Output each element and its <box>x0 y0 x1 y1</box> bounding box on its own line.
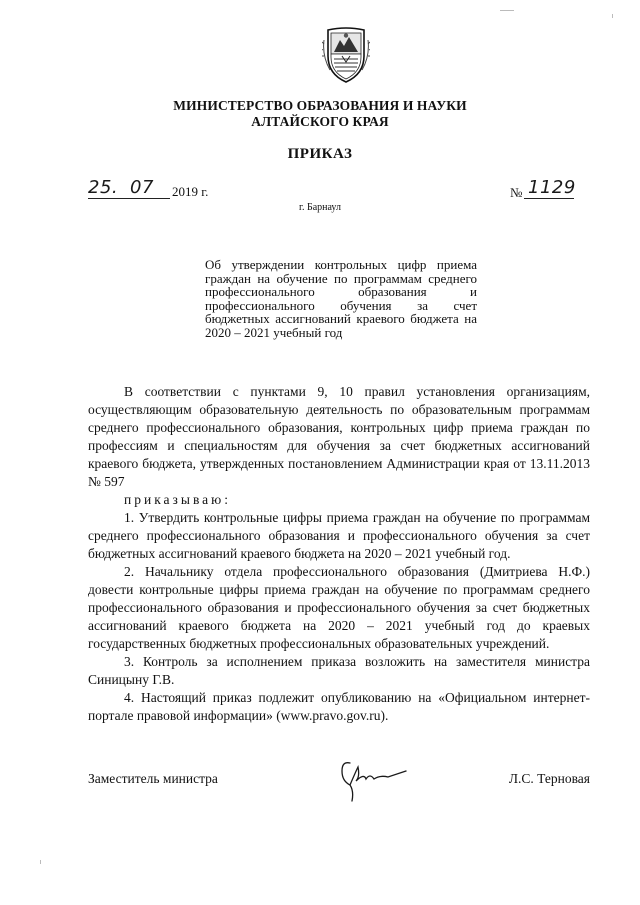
date-day-handwritten: 25. <box>88 177 119 198</box>
date-month-handwritten: 07 <box>130 177 154 198</box>
document-type-title: ПРИКАЗ <box>287 146 353 162</box>
ministry-name-line2: АЛТАЙСКОГО КРАЯ <box>251 114 389 129</box>
date-underline <box>88 198 170 199</box>
order-subject: Об утверждении контрольных цифр приема граждан на обучение по программам среднего профессионального образования и профессионального обучения за счет бюджетных ассигнований краевого бюджета на 2020 – 2021 учебный год <box>205 257 477 340</box>
scan-speck-bottom <box>40 860 41 864</box>
signatory-name: Л.С. Терновая <box>508 771 590 786</box>
order-item-2: 2. Начальнику отдела профессионального образования (Дмитриева Н.Ф.) довести контрольные цифры приема граждан на обучение по программам среднего профессионального образования и профессионального обучения за счет бюджетных ассигнований краевого бюджета на 2020 – 2021 учебный год до краевых государственных бюджетных профессиональных образовательных учреждений. <box>88 564 590 651</box>
scan-speck-corner <box>612 14 613 18</box>
altai-coat-of-arms-emblem <box>322 26 370 84</box>
order-item-1: 1. Утвердить контрольные цифры приема граждан на обучение по программам среднего профессионального образования и профессионального обучения за счет бюджетных ассигнований краевого бюджета на 2020 – 2021 учебный год. <box>88 510 590 561</box>
handwritten-signature <box>336 757 408 803</box>
signature-block <box>88 757 590 807</box>
order-word: приказываю: <box>124 492 231 507</box>
order-date <box>88 179 288 203</box>
preamble-paragraph: В соответствии с пунктами 9, 10 правил установления организациям, осуществляющим образовательную деятельность по образовательным программам среднего профессионального образования, контрольных цифр приема граждан по профессиям и специальностям для обучения за счет бюджетных ассигнований краевого бюджета, утвержденных постановлением Администрации края от 13.11.2013 № 597 <box>88 384 590 489</box>
number-underline <box>524 198 574 199</box>
number-sign: № <box>510 185 523 200</box>
order-body <box>88 383 590 725</box>
signatory-title: Заместитель министра <box>88 771 218 786</box>
order-item-3: 3. Контроль за исполнением приказа возложить на заместителя министра Синицыну Г.В. <box>88 654 590 687</box>
scan-speck-top <box>500 10 514 11</box>
date-year: 2019 г. <box>172 184 209 199</box>
order-item-4: 4. Настоящий приказ подлежит опубликованию на «Официальном интернет-портале правовой информации» (www.pravo.gov.ru). <box>88 690 590 723</box>
ministry-name-line1: МИНИСТЕРСТВО ОБРАЗОВАНИЯ И НАУКИ <box>173 98 467 113</box>
city-label: г. Барнаул <box>299 202 341 213</box>
order-number <box>510 177 590 203</box>
number-value-handwritten: 1129 <box>528 177 576 198</box>
